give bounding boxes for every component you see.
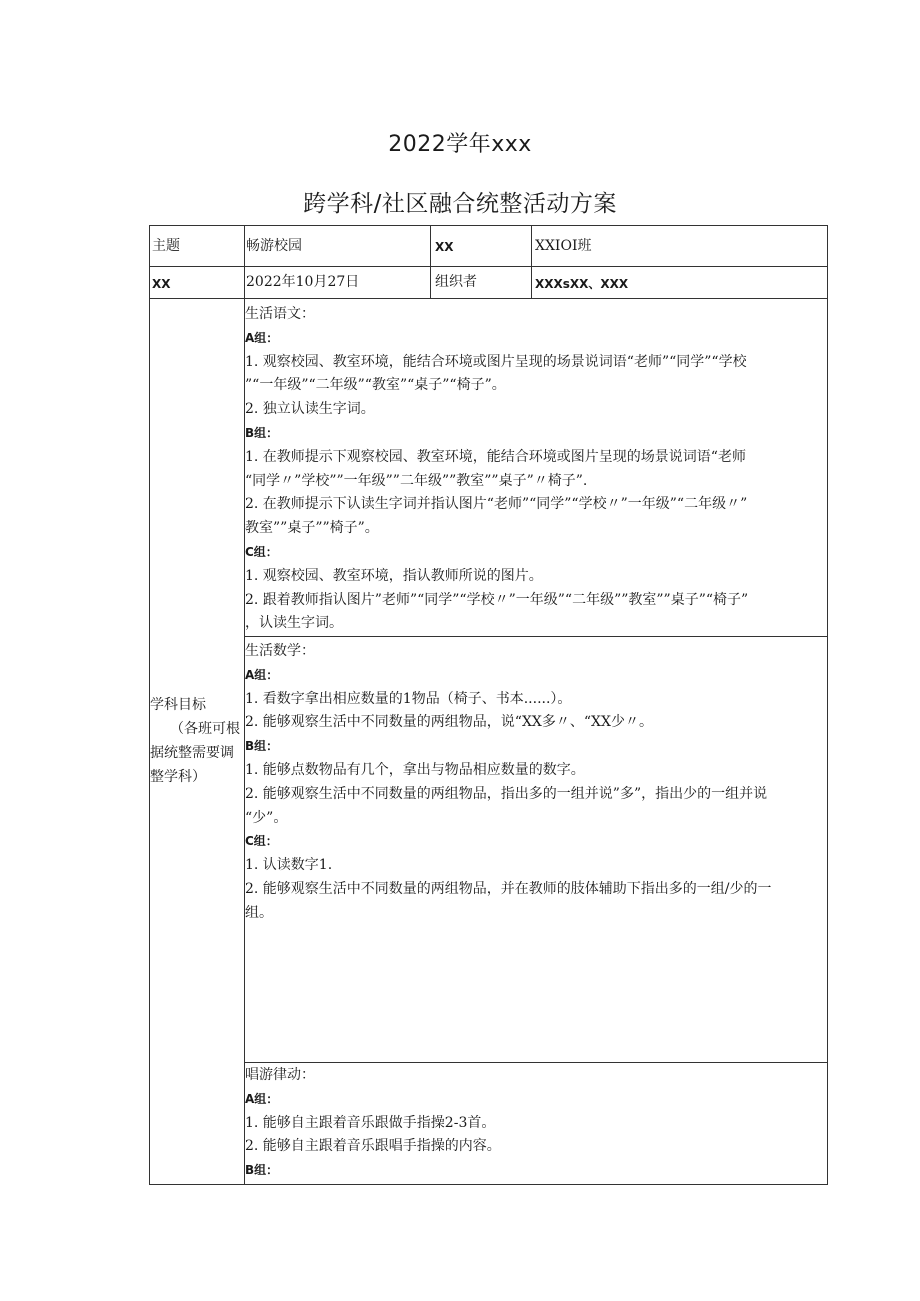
goal-line: 1. 观察校园、教室环境，能结合环境或图片呈现的场景说词语“老师”“同学”“学校 xyxy=(245,353,747,370)
goal-line: 2. 能够自主跟着音乐跟唱手指操的内容。 xyxy=(245,1138,501,1155)
goal-line: 2. 在教师提示下认读生字词并指认图片“老师”“同学”“学校〃”一年级”“二年级〃” xyxy=(245,496,748,513)
goal-line: 1. 能够自主跟着音乐跟做手指操2-3首。 xyxy=(245,1114,496,1131)
row-divider xyxy=(149,266,828,267)
document-title-year: 2022学年xxx xyxy=(388,132,532,157)
label-line: 据统整需要调 xyxy=(150,745,234,761)
goal-line: 1. 在教师提示下观察校园、教室环境，能结合环境或图片呈现的场景说词语“老师 xyxy=(245,448,746,465)
subject-goal-label xyxy=(150,693,244,789)
group-label: C组： xyxy=(245,834,278,849)
goal-line: 1. 认读数字1. xyxy=(245,857,333,874)
section-math xyxy=(245,640,825,926)
goal-line: 1. 看数字拿出相应数量的1物品（椅子、书本......）。 xyxy=(245,690,572,707)
section-heading: 生活语文： xyxy=(245,306,315,322)
goal-line: 2. 独立认读生字词。 xyxy=(245,401,375,418)
goal-line: “少”。 xyxy=(245,809,288,826)
label-theme: 主题 xyxy=(152,238,180,254)
group-label: C组： xyxy=(245,544,278,559)
date-value: 2022年10月27日 xyxy=(246,274,360,290)
group-label: A组： xyxy=(245,667,279,682)
group-label: A组： xyxy=(245,330,279,345)
goal-line: 2. 能够观察生活中不同数量的两组物品，说“XX多〃、“XX少〃。 xyxy=(245,714,653,731)
goal-line: 组。 xyxy=(245,904,273,921)
goal-line: 2. 能够观察生活中不同数量的两组物品，并在教师的肢体辅助下指出多的一组/少的一 xyxy=(245,880,772,897)
group-label: A组： xyxy=(245,1091,279,1106)
class-value: XXIOI班 xyxy=(535,238,592,254)
label-line: （各班可根 xyxy=(170,721,240,737)
row-divider xyxy=(149,298,828,299)
section-music xyxy=(245,1064,825,1183)
column-divider xyxy=(531,225,532,299)
label-line: 学科目标 xyxy=(150,697,206,713)
section-heading: 生活数学： xyxy=(245,643,315,659)
group-label: B组： xyxy=(245,425,279,440)
goal-line: ，认读生字词。 xyxy=(245,615,343,632)
info-label: XX xyxy=(435,240,454,254)
theme-value: 畅游校园 xyxy=(246,238,302,254)
section-chinese xyxy=(245,303,825,636)
goal-line: “同学〃”学校””一年级””二年级””教室””桌子”〃椅子”. xyxy=(245,472,588,489)
goal-line: 教室””桌子””椅子”。 xyxy=(245,520,379,537)
goal-line: 2. 能够观察生活中不同数量的两组物品，指出多的一组并说”多”，指出少的一组并说 xyxy=(245,785,768,802)
section-heading: 唱游律动： xyxy=(245,1067,315,1083)
group-label: B组： xyxy=(245,739,279,754)
group-label: B组： xyxy=(245,1163,279,1178)
info-label: XX xyxy=(152,277,171,291)
organizer-value: XXXsXX、XXX xyxy=(535,277,629,291)
column-divider xyxy=(430,225,431,299)
section-divider xyxy=(244,1062,828,1063)
goal-line: 2. 跟着教师指认图片”老师”“同学”“学校〃”一年级”“二年级””教室””桌子”“椅子” xyxy=(245,591,749,608)
goal-line: 1. 能够点数物品有几个，拿出与物品相应数量的数字。 xyxy=(245,761,585,778)
document-title: 跨学科/社区融合统整活动方案 xyxy=(303,191,617,217)
label-line: 整学科） xyxy=(150,769,206,785)
goal-line: 1. 观察校园、教室环境，指认教师所说的图片。 xyxy=(245,567,543,584)
label-organizer: 组织者 xyxy=(435,274,477,290)
goal-line: ”“一年级”“二年级”“教室”“桌子”“椅子”。 xyxy=(245,377,506,394)
